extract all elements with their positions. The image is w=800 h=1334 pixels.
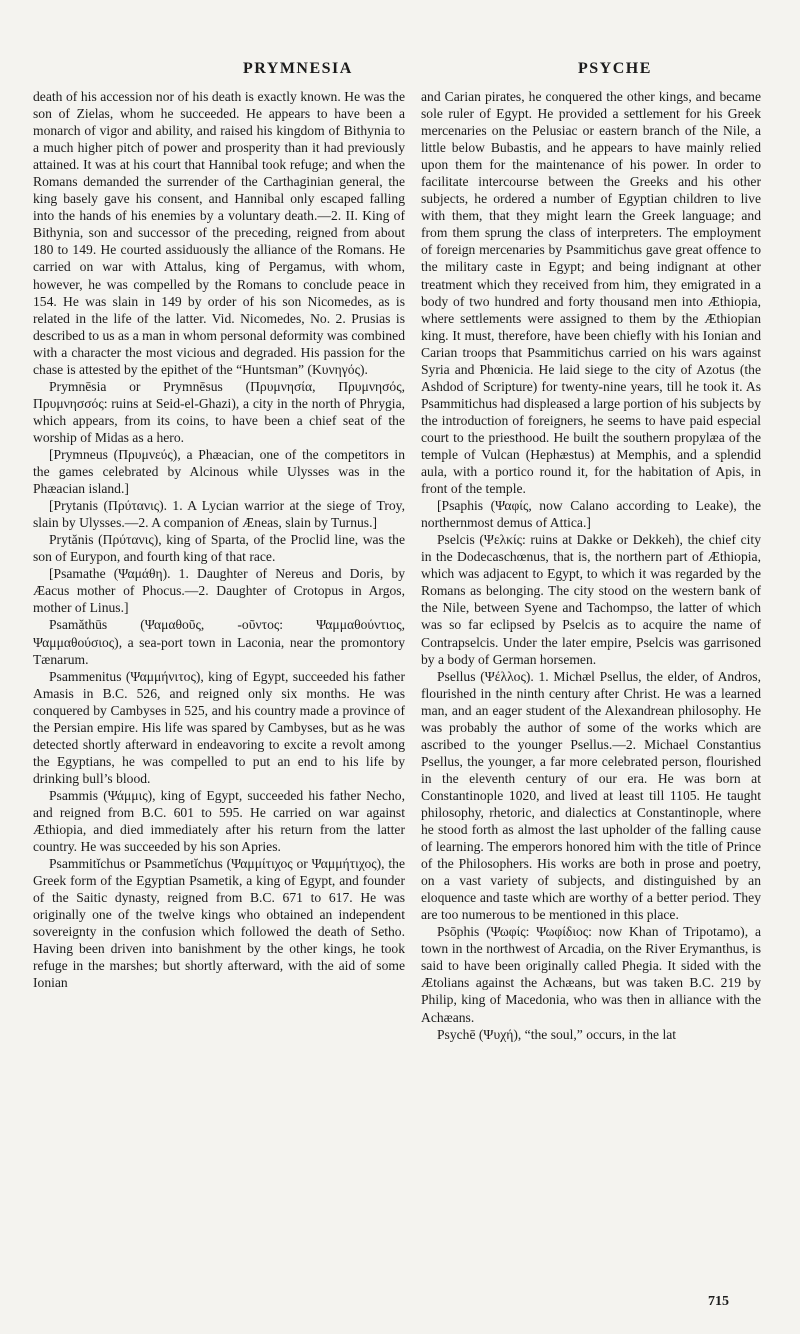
entry-psophis: Psōphis (Ψωφίς: Ψωφίδιος: now Khan of Tripotamo), a town in the northwest of Arcadia, on the River Erymanthus, is said to have been originally called Phegia. It sided with the Ætolians against the Achæans, but was taken B.C. 219 by Philip, king of Macedonia, who was then in alliance with the Achæans. [421,924,761,1025]
entry-psellus: Psellus (Ψέλλος). 1. Michæl Psellus, the elder, of Andros, flourished in the ninth century after Christ. He was a learned man, and an eager student of the Alexandrean philosophy. He was probably the author of some of the works which are ascribed to the younger Psellus.—2. Michael Constantius Psellus, the younger, a far more celebrated person, flourished in the eleventh century of our era. He was born at Constantinople 1020, and lived at least till 1105. He taught philosophy, rhetoric, and dialectics at Constantinople, where he stood forth as almost the last upholder of the falling cause of learning. The emperors honored him with the title of Prince of the Philosophers. His works are both in prose and poetry, on a vast variety of subjects, and distinguished by an eloquence and taste which are worthy of a better period. They are too numerous to be mentioned in this place. [421,668,761,923]
entry-psammitichus: Psammitĭchus or Psammetĭchus (Ψαμμίτιχος or Ψαμμήτιχος), the Greek form of the Egyptian Psametik, a king of Egypt, and founder of the Saitic dynasty, reigned from B.C. 671 to 617. He was originally one of the twelve kings who obtained an independent sovereignty in the confusion which followed the death of Setho. Having been driven into banishment by the other kings, he took refuge in the marshes; but shortly afterward, with the aid of some Ionian [33,856,405,991]
entry-prytanis-1: [Prytanis (Πρύτανις). 1. A Lycian warrior at the siege of Troy, slain by Ulysses.—2. A companion of Æneas, slain by Turnus.] [33,498,405,531]
entry-psaphis: [Psaphis (Ψαφίς, now Calano according to Leake), the northernmost demus of Attica.] [421,498,761,531]
entry-psammenitus: Psammenitus (Ψαμμήνιτος), king of Egypt, succeeded his father Amasis in B.C. 526, and reigned only six months. He was conquered by Cambyses in 525, and his country made a province of the Persian empire. His life was spared by Cambyses, but as he was detected shortly afterward in endeavoring to excite a revolt among the Egyptians, he was compelled to put an end to his life by drinking bull’s blood. [33,668,405,786]
entry-prymneus: [Prymneus (Πρυμνεύς), a Phæacian, one of the competitors in the games celebrated by Alcinous while Ulysses was in the Phæacian island.] [33,446,405,497]
entry-prytanis-2: Prytănis (Πρύτανις), king of Sparta, of the Proclid line, was the son of Eurypon, and fourth king of that race. [33,532,405,565]
entry-prymnesia: Prymnēsia or Prymnēsus (Πρυμνησία, Πρυμνησός, Πρυμνησσός: ruins at Seid-el-Ghazi), a city in the north of Phrygia, which appears, from its coins, to have been a chief seat of the worship of Midas as a hero. [33,378,405,445]
entry-psyche: Psychē (Ψυχή), “the soul,” occurs, in the lat [437,1026,677,1042]
entry-psamathus: Psamăthūs (Ψαμαθοῦς, -οῦντος: Ψαμμαθούντιος, Ψαμμαθούσιος), a sea-port town in Laconia, near the promontory Tænarum. [33,617,405,667]
left-column [33,88,405,991]
entry-pselcis: Pselcis (Ψελκίς: ruins at Dakke or Dekkeh), the chief city in the Dodecaschœnus, that is, the northern part of Æthiopia, which was adjacent to Egypt, to which it was regarded by the Romans as belonging. The city stood on the western bank of the Nile, between Syene and Tachompso, the latter of which was so far eclipsed by Pselcis as to acquire the name of Contrapselcis. Under the later empire, Pselcis was garrisoned by a body of German horsemen. [421,532,761,667]
entry-continuation: death of his accession nor of his death is exactly known. He was the son of Zielas, whom he succeeded. He appears to have been a monarch of vigor and ability, and raised his kingdom of Bithynia to a much higher pitch of power and prosperity than it had previously attained. It was at his court that Hannibal took refuge; and when the Romans demanded the surrender of the Carthaginian general, the king basely gave his consent, and Hannibal only escaped falling into the hands of his enemies by a voluntary death.—2. II. King of Bithynia, son and successor of the preceding, reigned from about 180 to 149. He courted assiduously the alliance of the Romans. He carried on war with Attalus, king of Pergamus, with whom, however, he was compelled by the Romans to conclude peace in 154. He was slain in 149 by order of his son Nicomedes, as is related in the life of the latter. Vid. Nicomedes, No. 2. Prusias is described to us as a man in whom personal deformity was combined with a character the most vicious and degraded. His passion for the chase is attested by the epithet of the “Huntsman” (Κυνηγός). [33,89,405,377]
entry-psammitichus-continued: and Carian pirates, he conquered the other kings, and became sole ruler of Egypt. He provided a settlement for his Greek mercenaries on the Pelusiac or eastern branch of the Nile, a little below Bubastis, and he appears to have mainly relied upon them for the maintenance of his power. In order to facilitate intercourse between the Greeks and his other subjects, he ordered a number of Egyptian children to live with them, that they might learn the Greek language; and from them sprung the class of interpreters. The employment of foreign mercenaries by Psammitichus gave great offence to the military caste in Egypt; and being indignant at other treatment which they received from him, they emigrated in a body of two hundred and forty thousand men into Æthiopia, where settlements were assigned to them by the Æthiopian king. It must, therefore, have been chiefly with his Ionian and Carian troops that Psammitichus carried on his wars against Syria and Phœnicia. He laid siege to the city of Azotus (the Ashdod of Scripture) for twenty-nine years, till he took it. As Psammitichus had displeased a large portion of his subjects by the introduction of foreigners, he seems to have paid especial court to the priesthood. He built the southern propylæa of the temple of Vulcan (Hephæstus) at Memphis, and a splendid aula, with a portico round it, for the habitation of Apis, in front of the temple. [421,89,761,497]
page-number: 715 [708,1294,729,1309]
entry-psamathe: [Psamathe (Ψαμάθη). 1. Daughter of Nereus and Doris, by Æacus mother of Phocus.—2. Daughter of Crotopus in Argos, mother of Linus.] [33,566,405,616]
right-column [421,88,761,1043]
running-head-left: PRYMNESIA [243,60,353,77]
running-head-right: PSYCHE [578,60,652,77]
entry-psammis: Psammis (Ψάμμις), king of Egypt, succeeded his father Necho, and reigned from B.C. 601 to 595. He carried on war against Æthiopia, and died immediately after his return from the latter country. He was succeeded by his son Apries. [33,787,405,855]
